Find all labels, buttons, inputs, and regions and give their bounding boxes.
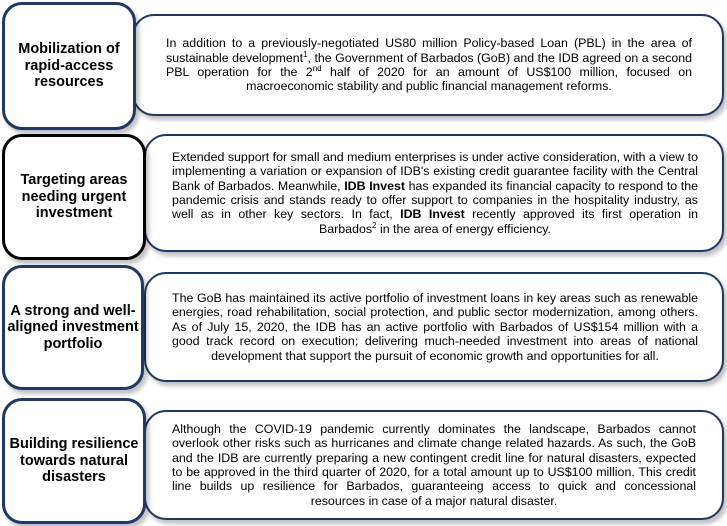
row-3-content-box — [144, 272, 724, 382]
row-4-label-box — [2, 398, 146, 524]
row-3-label-box — [2, 265, 144, 390]
row-4-label: Building resilience towards natural disasters — [9, 436, 139, 486]
row-3-text: The GoB has maintained its active portfolio of investment loans in key areas such as renewable energies, road rehabilitation, social protection, and public sector modernization, among others. As of July 15, 2020, the IDB has an active portfolio with Barbados of US$154 million with a good track record on execution; delivering much-needed investment into areas of national development that support the pursuit of economic growth and opportunities for all. — [172, 290, 698, 363]
row-1-label-box — [2, 2, 136, 130]
row-1-text: In addition to a previously-negotiated US80 million Policy-based Loan (PBL) in the area of sustainable development$^1$, the Government of Barbados (GoB) and the IDB agreed on a second PBL operation for the 2nd half of 2020 for an amount of US$100 million, focused on macroeconomic stability and public financial management reforms. — [166, 36, 693, 94]
row-1-label: Mobilization of rapid-access resources — [18, 41, 120, 91]
row-3-label: A strong and well-aligned investment portfolio — [7, 302, 139, 352]
idb-invest-label: IDB Invest — [400, 207, 465, 222]
row-2-text: Extended support for small and medium enterprises is under active consideration, with a view to implementing a variation or expansion of IDB's existing credit guarantee facility with the Central Bank of Barbados. Meanwhile, IDB Invest has expanded its financial capacity to respond to the pandemic crisis and stands ready to offer support to companies in the hospitality industry, as well as in other key sectors. In fact, IDB Invest recently approved its first operation in Barbados$^2$ in the area of energy efficiency. — [172, 149, 699, 236]
row-4-content-box — [144, 410, 724, 520]
row-1-content-box — [132, 14, 724, 116]
row-4-text: Although the COVID-19 pandemic currently dominates the landscape, Barbados cannot overlook other risks such as hurricanes and climate change related hazards. As such, the GoB and the IDB are currently preparing a new contingent credit line for natural disasters, expected to be approved in the third quarter of 2020, for a total amount up to US$100 million. This credit line builds up resilience for Barbados, guaranteeing access to quick and concessional resources in case of a major natural disaster. — [172, 421, 696, 508]
row-2-label-box — [2, 134, 146, 260]
row-2-label: Targeting areas needing urgent investment — [20, 172, 128, 222]
row-2-content-box — [144, 134, 724, 252]
idb-invest-label: IDB Invest — [344, 178, 406, 193]
